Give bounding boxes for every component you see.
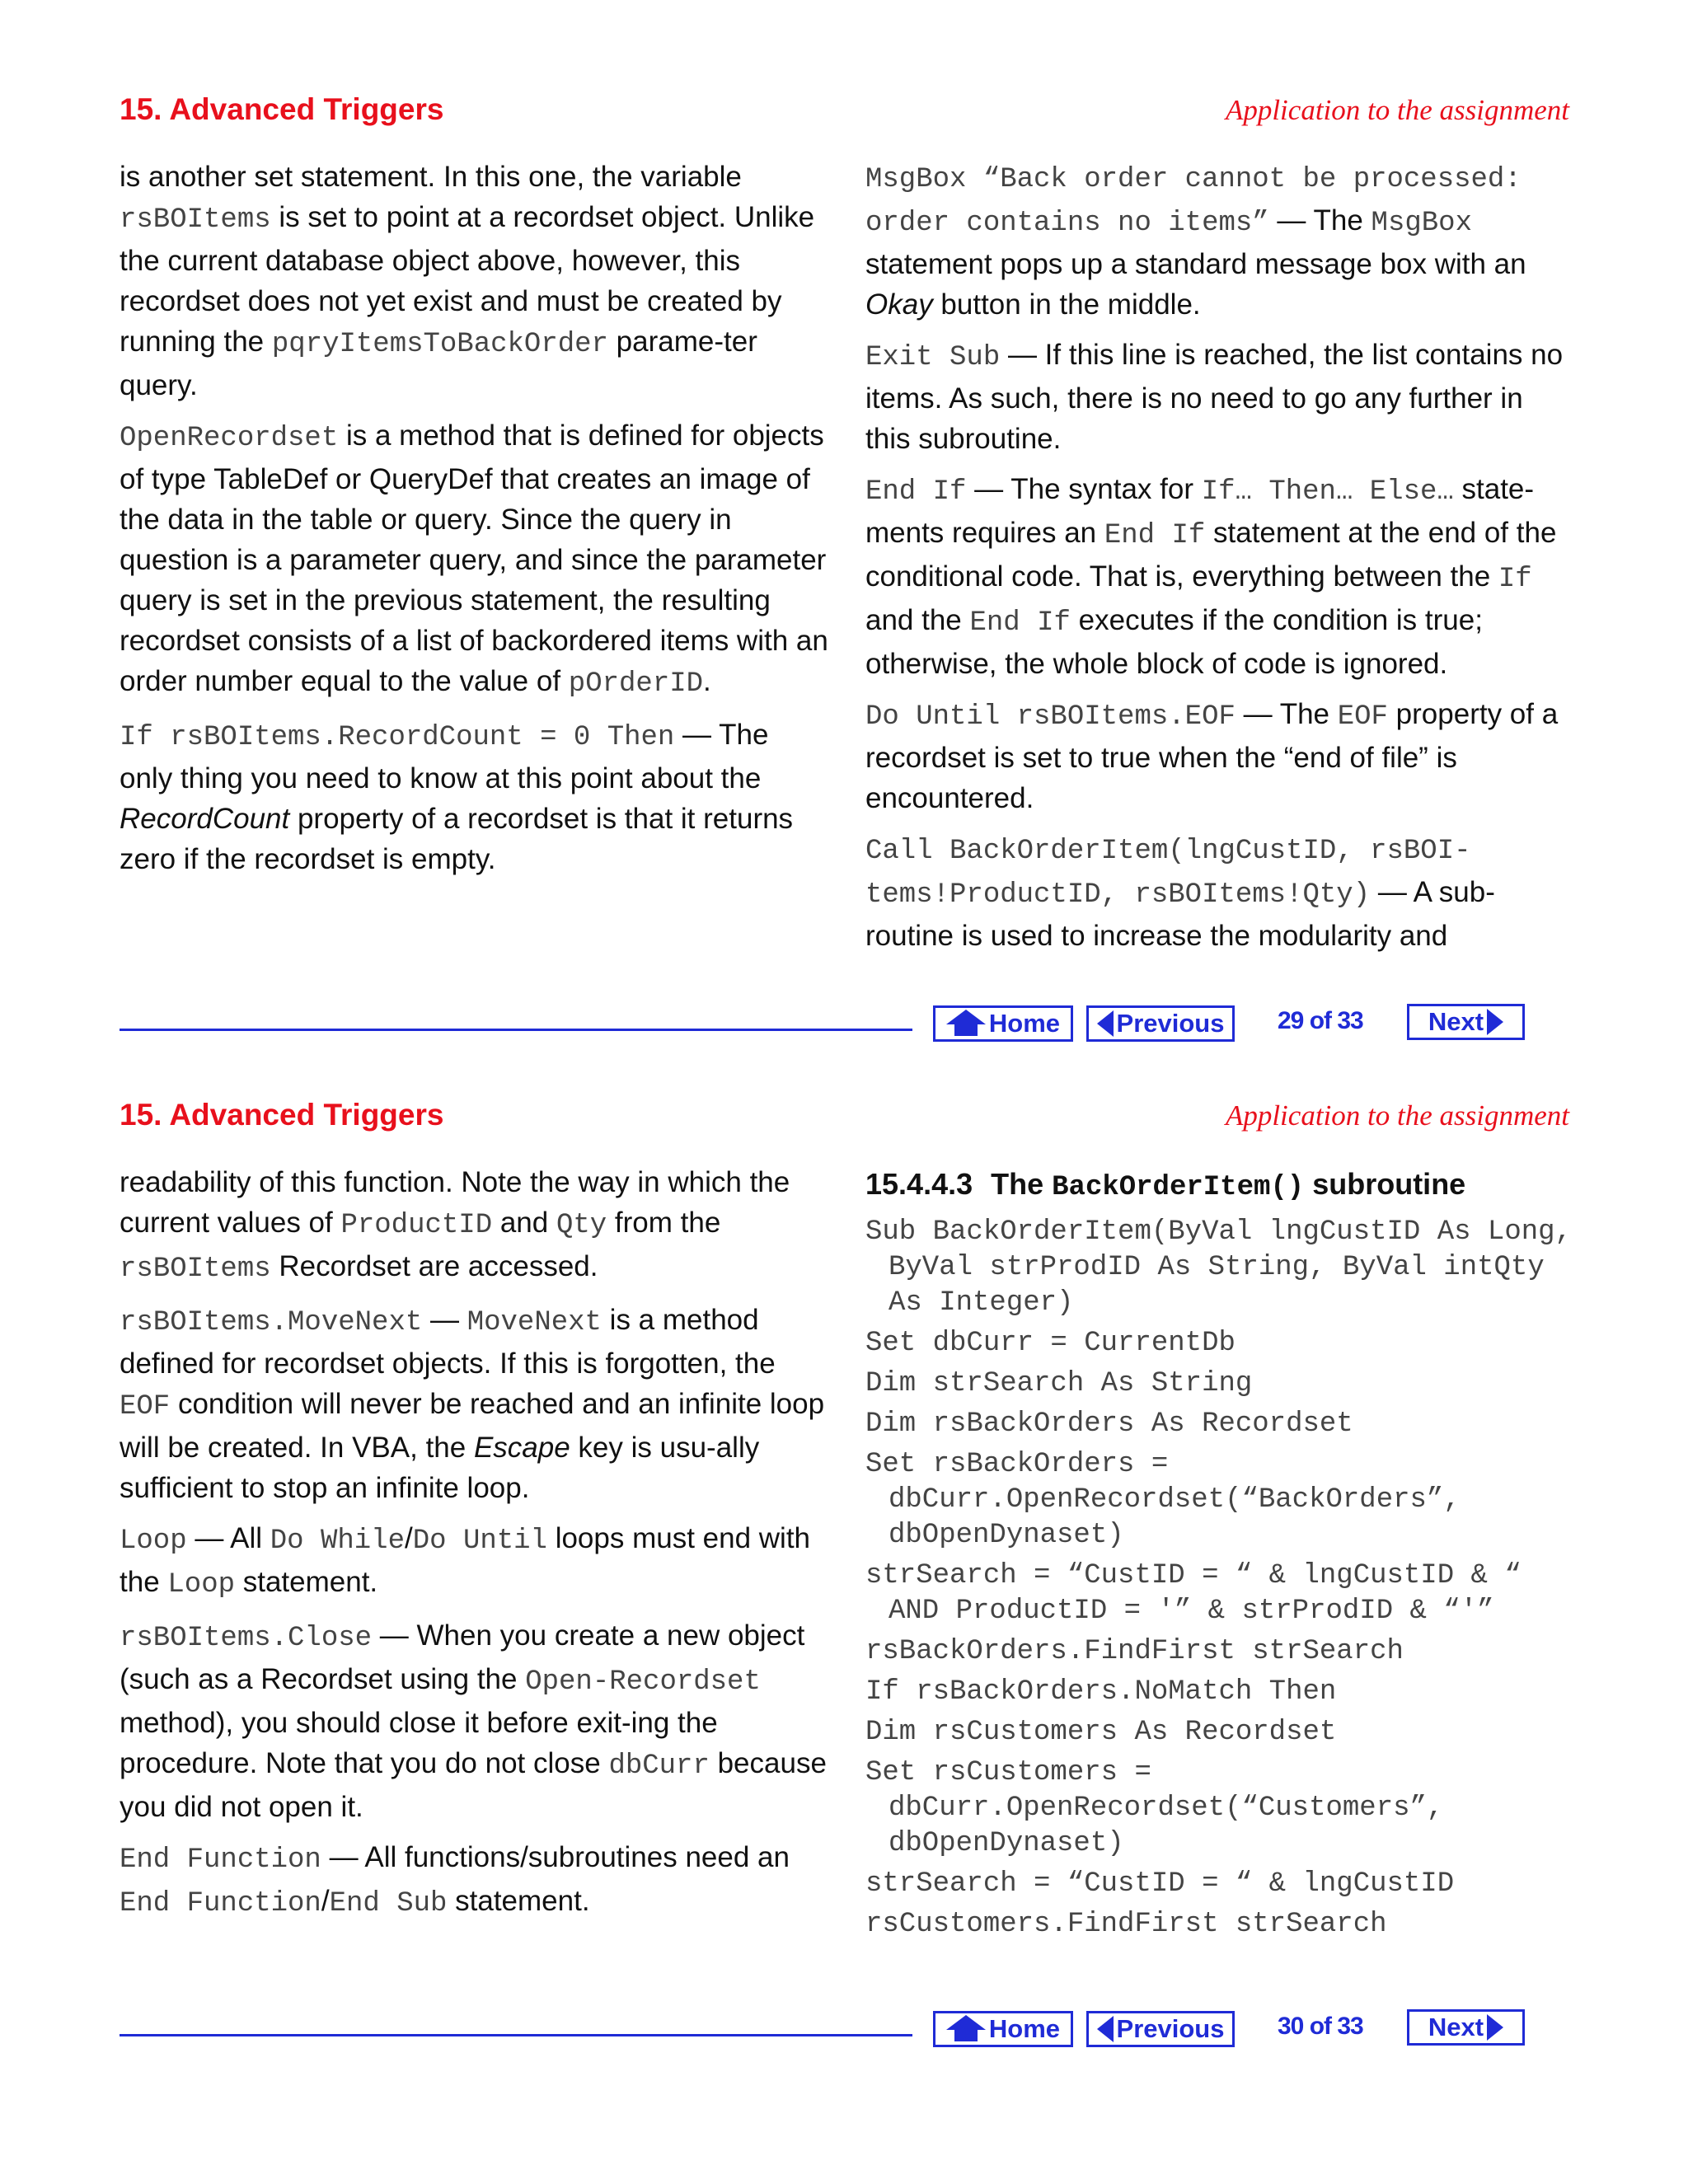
subsection-heading: 15.4.4.3 The BackOrderItem() subroutine [865, 1167, 1466, 1203]
next-button[interactable]: Next [1407, 2009, 1525, 2046]
home-button[interactable]: Home [933, 1005, 1073, 1042]
arrow-right-icon [1487, 2014, 1503, 2041]
paragraph: End Function — All functions/subroutines need an End Function/End Sub statement. [120, 1841, 790, 1919]
left-column [120, 1162, 828, 1934]
paragraph: Exit Sub — If this line is reached, the list contains no items. As such, there is no need to go any further in this subroutine. [865, 339, 1564, 455]
paragraph: Call BackOrderItem(lngCustID, rsBOI-tems!ProductID, rsBOItems!Qty) — A sub-routine is used to increase the modularity and [865, 836, 1495, 952]
running-head: Application to the assignment [1225, 94, 1569, 126]
paragraph: MsgBox “Back order cannot be processed: order contains no items” — The MsgBox statement pops up a standard message box with an Okay button in the middle. [865, 164, 1526, 321]
left-column [120, 157, 828, 889]
code-line: Dim rsCustomers As Recordset [865, 1717, 1337, 1748]
paragraph: If rsBOItems.RecordCount = 0 Then — The only thing you need to know at this point about the RecordCount property of a recordset is that it returns zero if the recordset is empty. [120, 719, 794, 875]
paragraph: Do Until rsBOItems.EOF — The EOF property of a recordset is set to true when the “end of file” is encountered. [865, 698, 1559, 814]
page-counter: 30 of 33 [1278, 2013, 1363, 2040]
section-title: 15. Advanced Triggers [120, 92, 444, 126]
code-line: strSearch = “CustID = “ & lngCustID [865, 1868, 1455, 1900]
home-icon [946, 2015, 986, 2030]
running-head: Application to the assignment [1225, 1099, 1569, 1132]
code-line: Dim rsBackOrders As Recordset [865, 1408, 1353, 1440]
paragraph: rsBOItems.Close — When you create a new object (such as a Recordset using the Open-Recordset method), you should close it before exit-ing the procedure. Note that you do not close dbCurr because you did not open it. [120, 1619, 827, 1823]
paragraph: Loop — All Do While/Do Until loops must end with the Loop statement. [120, 1522, 811, 1601]
code-line: If rsBackOrders.NoMatch Then [865, 1676, 1337, 1708]
right-column [865, 1164, 1589, 1947]
right-column [865, 157, 1574, 966]
home-button[interactable]: Home [933, 2011, 1073, 2047]
code-block [865, 1215, 1589, 1943]
nav-divider [120, 2034, 912, 2036]
paragraph: End If — The syntax for If… Then… Else… state-ments requires an End If statement at the end of the conditional code. That is, everything between the If and the End If executes if the condition is true; otherwise, the whole block of code is ignored. [865, 473, 1557, 680]
section-title: 15. Advanced Triggers [120, 1098, 444, 1132]
paragraph: OpenRecordset is a method that is defined for objects of type TableDef or QueryDef that creates an image of the data in the table or query. Since the query in question is a parameter query, and since the parameter query is set in the previous statement, the resulting recordset consists of a list of backordered items with an order number equal to the value of pOrderID. [120, 419, 828, 700]
previous-button[interactable]: Previous [1086, 1005, 1235, 1042]
slide-page-29 [0, 0, 1688, 1038]
code-line: Dim strSearch As String [865, 1368, 1253, 1399]
paragraph: readability of this function. Note the way in which the current values of ProductID and Qty from the rsBOItems Recordset are accessed. [120, 1166, 790, 1285]
code-line: Set dbCurr = CurrentDb [865, 1328, 1236, 1359]
arrow-left-icon [1097, 2016, 1114, 2042]
paragraph: is another set statement. In this one, the variable rsBOItems is set to point at a recordset object. Unlike the current database object above, however, this recordset does not yet exist and must be created by running the pqryItemsToBackOrder parame-ter query. [120, 161, 815, 401]
paragraph: rsBOItems.MoveNext — MoveNext is a method defined for recordset objects. If this is forgotten, the EOF condition will never be reached and an infinite loop will be created. In VBA, the Escape key is usu-ally sufficient to stop an infinite loop. [120, 1304, 825, 1504]
code-line: Set rsCustomers = dbCurr.OpenRecordset(“Customers”, dbOpenDynaset) [865, 1757, 1461, 1859]
next-button[interactable]: Next [1407, 1004, 1525, 1040]
previous-button[interactable]: Previous [1086, 2011, 1235, 2047]
code-line: Set rsBackOrders = dbCurr.OpenRecordset(“BackOrders”, dbOpenDynaset) [865, 1449, 1478, 1551]
code-line: strSearch = “CustID = “ & lngCustID & “ AND ProductID = '” & strProdID & “'” [865, 1560, 1539, 1627]
code-line: Sub BackOrderItem(ByVal lngCustID As Long, ByVal strProdID As String, ByVal intQty As Integer) [865, 1216, 1589, 1319]
code-line: rsCustomers.FindFirst strSearch [865, 1909, 1387, 1940]
page-counter: 29 of 33 [1278, 1007, 1363, 1034]
slide-page-30 [0, 1005, 1688, 2043]
code-line: rsBackOrders.FindFirst strSearch [865, 1636, 1404, 1667]
